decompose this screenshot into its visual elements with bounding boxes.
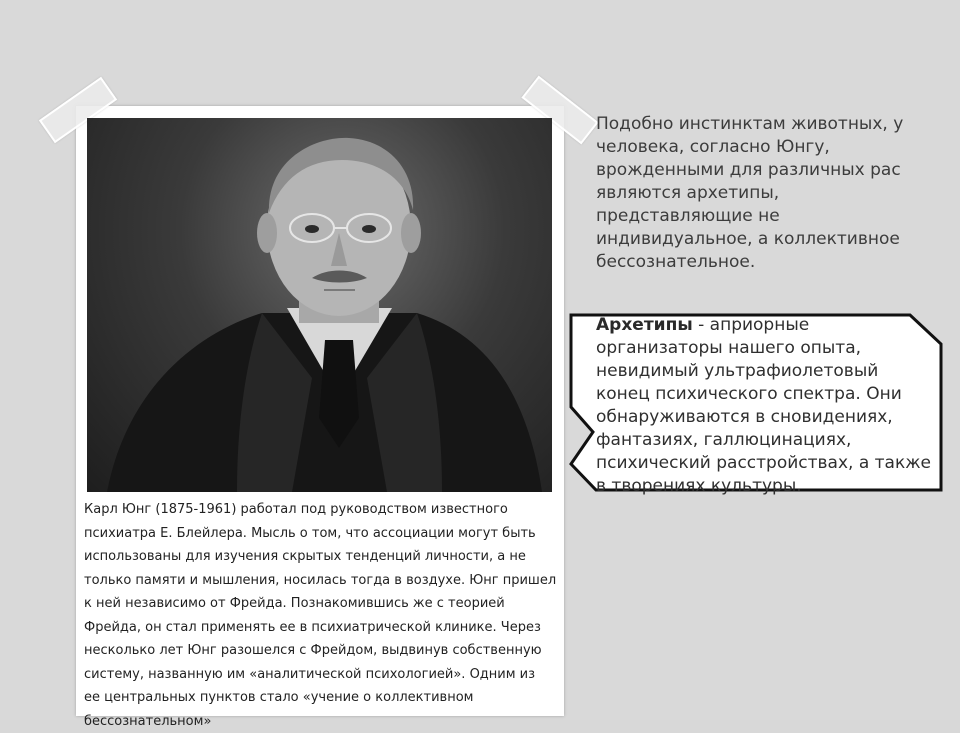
portrait-illustration <box>87 118 552 492</box>
archetype-term: Архетипы <box>596 315 693 335</box>
archetype-definition-text: - априорные организаторы нашего опыта, невидимый ультрафиолетовый конец психического спектра. Они обнаруживаются в сновидениях, фантазиях, галлюцинациях, психический расстройствах, а также в творениях культуры. <box>596 315 932 496</box>
portrait-photo <box>87 118 552 492</box>
biography-caption: Карл Юнг (1875-1961) работал под руководством известного психиатра Е. Блейлера. Мысль о том, что ассоциации могут быть использованы для изучения скрытых тенденций личности, а не только памяти и мышления, носилась тогда в воздухе. Юнг пришел к ней независимо от Фрейда. Познакомившись же с теорией Фрейда, он стал применять ее в психиатрической клинике. Через несколько лет Юнг разошелся с Фрейдом, выдвинув собственную систему, названную им «аналитической психологией». Одним из ее центральных пунктов стало «учение о коллективном бессознательном» <box>84 502 557 729</box>
archetype-intro-text: Подобно инстинктам животных, у человека, согласно Юнгу, врожденными для различных рас являются архетипы, представляющие не индивидуальное, а коллективное бессознательное. <box>596 114 904 272</box>
archetype-definition <box>596 314 936 498</box>
